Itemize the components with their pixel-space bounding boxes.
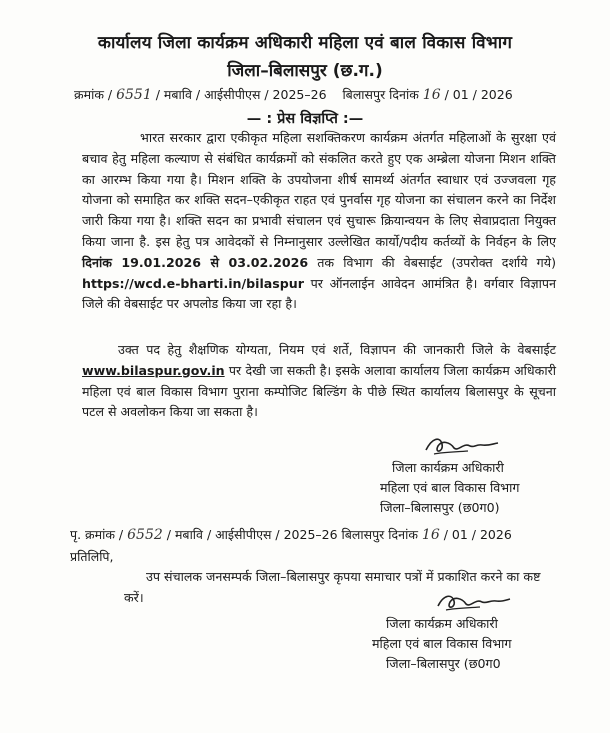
sig2-district: जिला–बिलासपुर (छ0ग0 [386, 656, 501, 671]
sig1-district: जिला–बिलासपुर (छ0ग0) [380, 500, 500, 515]
copy-label: प्रतिलिपि, [70, 549, 114, 564]
para1-text-c: पर ऑनलाईन आवेदन आमंत्रित है। वर्गवार विज्ञापन जिले की वेबसाईट पर अपलोड किया जा रहा है। [82, 275, 556, 312]
district-website-link[interactable]: www.bilaspur.gov.in [82, 362, 225, 378]
ref2-day: 16 [421, 527, 440, 543]
ref-number: 6551 [116, 87, 152, 103]
sig1-department: महिला एवं बाल विकास विभाग [380, 480, 520, 495]
district-title: जिला–बिलासपुर (छ.ग.) [227, 61, 383, 81]
para1-text-b: तक विभाग की वेबसाईट (उपरोक्त दर्शाये गये) [317, 254, 556, 270]
body-paragraph-1 [82, 128, 556, 315]
ref-day: 16 [422, 87, 441, 103]
press-release-title: — : प्रेस विज्ञप्ति :— [246, 111, 364, 127]
copy-text: उप संचालक जनसम्पर्क जिला–बिलासपुर कृपया समाचार पत्रों में प्रकाशित करने का कष्ट करें। [124, 569, 541, 605]
sig2-department: महिला एवं बाल विकास विभाग [372, 636, 512, 651]
ref-prefix: क्रमांक / [74, 87, 113, 102]
sig2-designation: जिला कार्यक्रम अधिकारी [386, 616, 498, 631]
ref2-number: 6552 [127, 527, 163, 543]
ref2-month-year: / 01 / 2026 [443, 527, 512, 542]
sig1-designation: जिला कार्यक्रम अधिकारी [392, 460, 504, 475]
signature-1-image [420, 430, 500, 460]
signature-2-image [432, 588, 512, 616]
office-title: कार्यालय जिला कार्यक्रम अधिकारी महिला एवं बाल विकास विभाग [97, 33, 513, 53]
ref-place-date: बिलासपुर दिनांक [342, 87, 419, 102]
para1-text-a: भारत सरकार द्वारा एकीकृत महिला सशक्तिकरण कार्यक्रम अंतर्गत महिलाओं के सुरक्षा एवं बचाव हेतु महिला कल्याण से संबंधित कार्यक्रमों को संकलित करते हुए एक अम्ब्रेला योजना मिशन शक्ति का आरम्भ किया गया है। मिशन शक्ति के उपयोजना शीर्ष सामर्थ्य अंतर्गत स्वाधार एवं उज्जवला गृह योजना को समाहित कर शक्ति सदन–एकीकृत राहत एवं पुनर्वास गृह योजना का संचालन करने का निर्देश जारी किया गया है। शक्ति सदन का प्रभावी संचालन एवं सुचारू क्रियान्वयन के लिए सेवाप्रदाता नियुक्त किया जाना है. इस हेतु पत्र आवेदकों से निम्नानुसार उल्लेखित कार्यो/पदीय कर्तव्यों के निर्वहन के लिए [82, 130, 556, 249]
ref-month-year: / 01 / 2026 [444, 87, 513, 102]
para2-text-b: पर देखी जा सकती है। इसके अलावा कार्यालय जिला कार्यक्रम अधिकारी महिला एवं बाल विकास विभाग पुराना कम्पोजिट बिल्डिंग के पीछे स्थित कार्यालय बिलासपुर के सूचना पटल से अवलोकन किया जा सकता है। [82, 362, 556, 420]
reference-line [74, 86, 513, 103]
copy-reference-line [70, 526, 512, 543]
wcd-website-link[interactable]: https://wcd.e-bharti.in/bilaspur [82, 275, 304, 291]
ref2-prefix: पृ. क्रमांक / [70, 527, 124, 542]
ref2-middle: / मबावि / आईसीपीएस / 2025–26 बिलासपुर दिनांक [166, 527, 418, 542]
application-dates: दिनांक 19.01.2026 से 03.02.2026 [82, 254, 309, 270]
para2-text-a: उक्त पद हेतु शैक्षणिक योग्यता, नियम एवं शर्ते, विज्ञापन की जानकारी जिले के वेबसाईट [118, 342, 556, 357]
body-paragraph-2 [82, 340, 556, 423]
signature-2-block [372, 614, 511, 674]
ref-middle: / मबावि / आईसीपीएस / 2025–26 [155, 87, 327, 102]
signature-1-block [380, 458, 519, 518]
